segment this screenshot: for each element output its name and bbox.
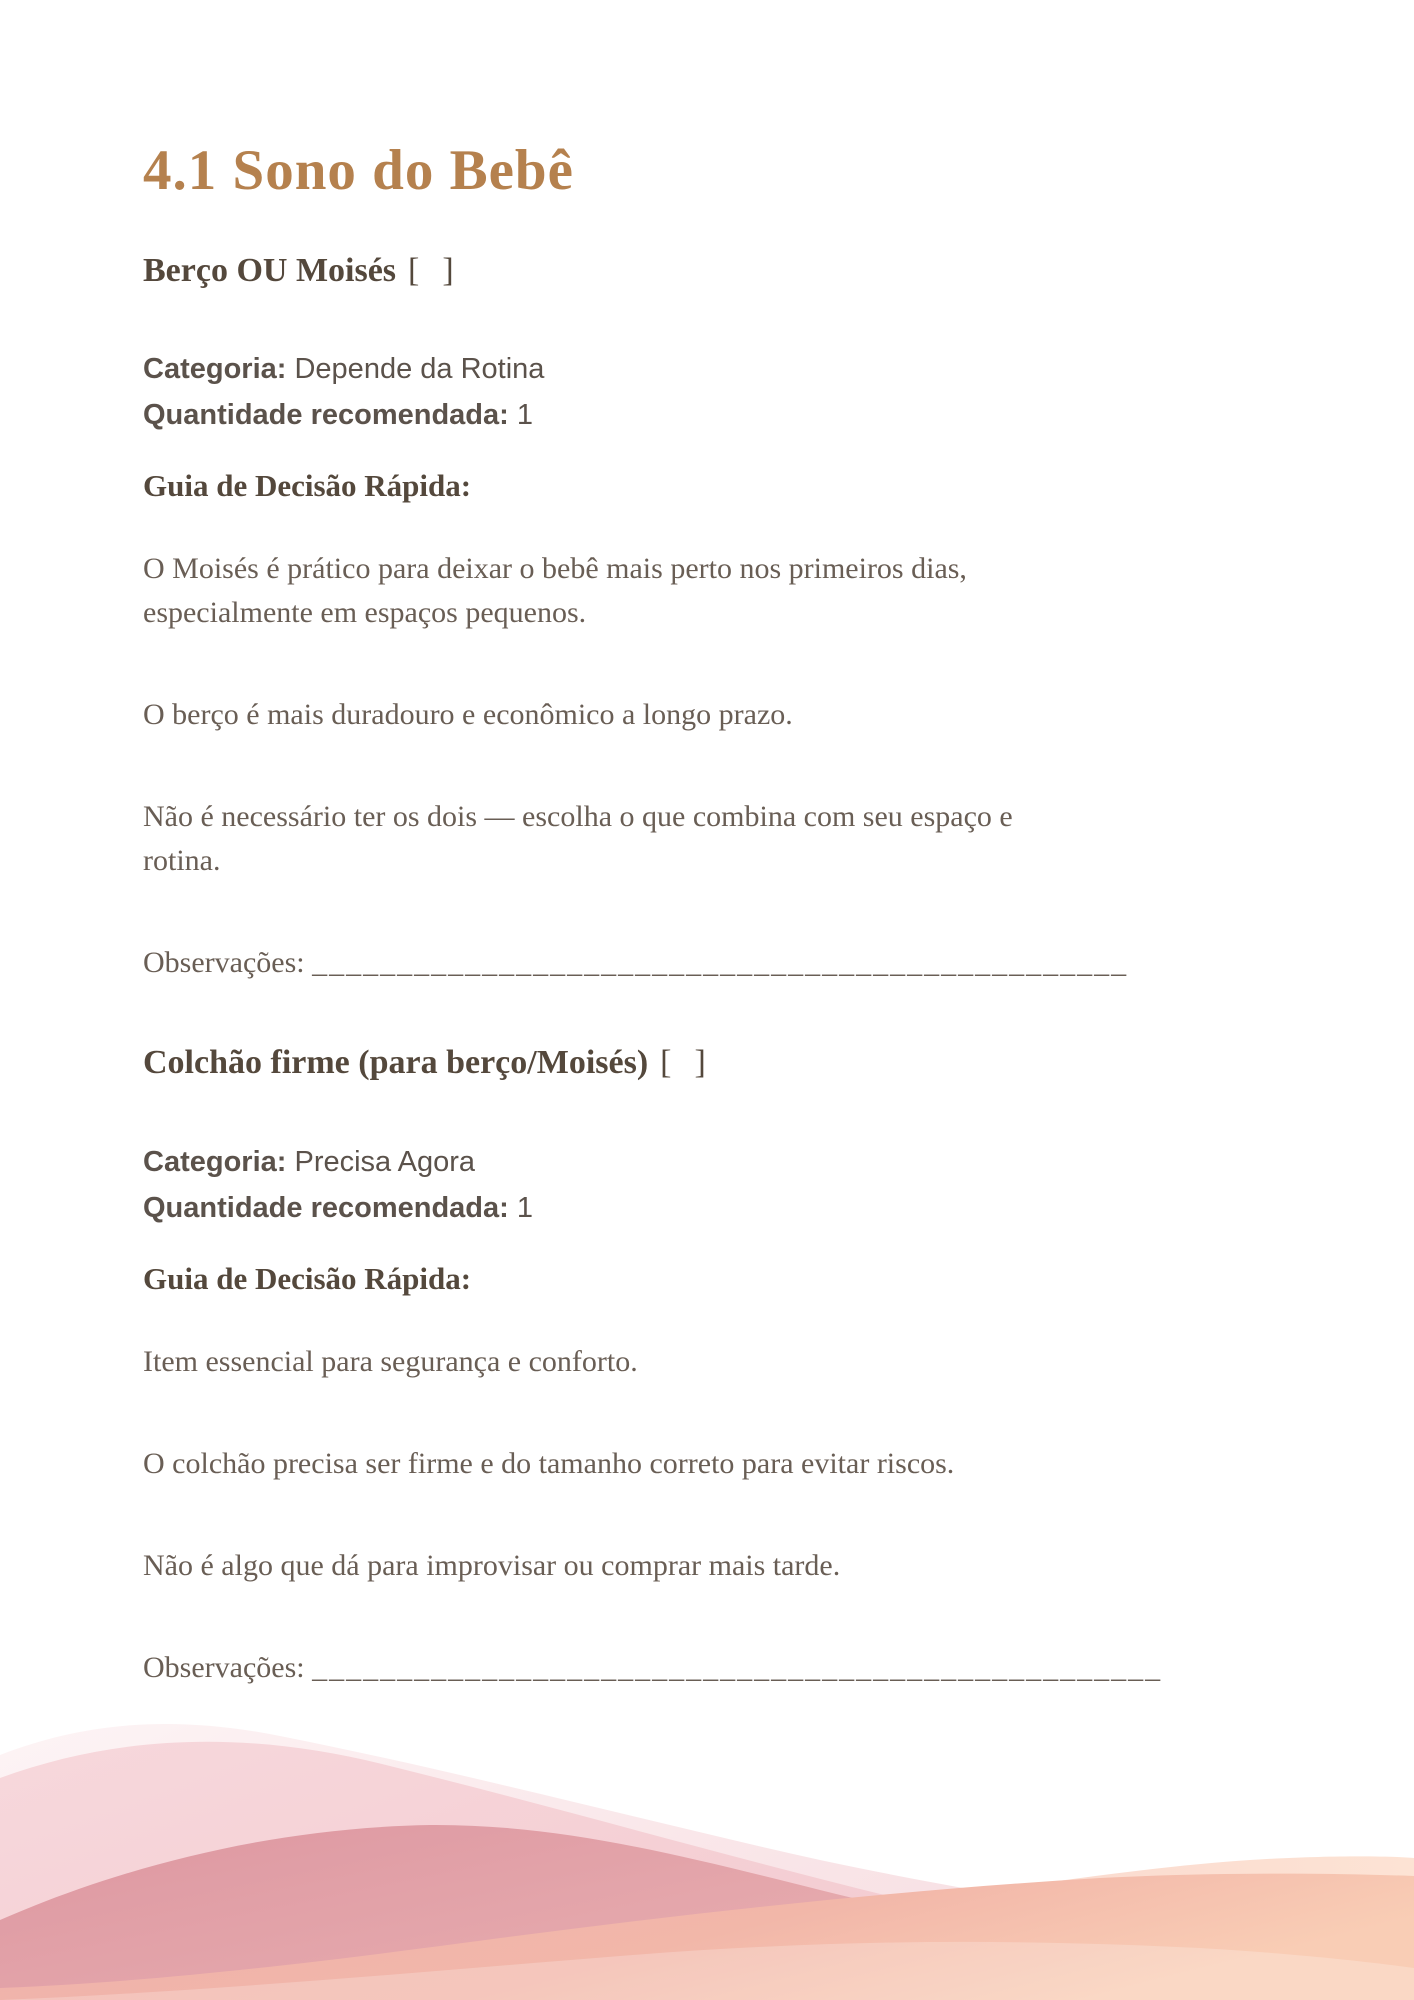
category-line [143,346,1284,392]
checklist-item-berco-ou-moises [143,251,1284,986]
guide-paragraph: Não é necessário ter os dois — escolha o que combina com seu espaço e rotina. [143,800,1013,878]
guide-paragraph: Não é algo que dá para improvisar ou comprar mais tarde. [143,1549,841,1583]
category-line [143,1139,1284,1185]
notes-row [143,941,1284,985]
quantity-line [143,392,1284,438]
page-title: 4.1 Sono do Bebê [143,139,574,202]
item-title-text: Colchão firme (para berço/Moisés) [143,1044,649,1082]
checklist-item-colchao-firme [143,1043,1284,1690]
notes-row [143,1646,1284,1690]
guide-heading: Guia de Decisão Rápida: [143,1260,472,1296]
guide-paragraph: Item essencial para segurança e conforto. [143,1345,638,1379]
quantity-value: 1 [516,398,534,431]
quantity-label: Quantidade recomendada: [143,398,509,431]
quantity-line [143,1185,1284,1231]
notes-fill-line: __________________________________________________ [312,1651,1163,1685]
notes-label: Observações: [143,1651,305,1685]
item-meta [143,346,1284,438]
item-title [143,1043,1284,1082]
guide-paragraph: O berço é mais duradouro e econômico a longo prazo. [143,698,793,732]
category-value: Precisa Agora [294,1145,476,1178]
item-meta [143,1139,1284,1231]
notes-label: Observações: [143,946,305,980]
guide-paragraph: O Moisés é prático para deixar o bebê mais perto nos primeiros dias, especialmente em espaços pequenos. [143,552,967,630]
item-title [143,251,1284,290]
guide-paragraph: O colchão precisa ser firme e do tamanho correto para evitar riscos. [143,1447,955,1481]
category-value: Depende da Rotina [294,352,545,385]
quantity-label: Quantidade recomendada: [143,1191,509,1224]
checkbox-brackets: [ ] [660,1044,708,1082]
item-title-text: Berço OU Moisés [143,251,397,289]
checkbox-brackets: [ ] [408,251,456,289]
category-label: Categoria: [143,352,287,385]
guide-heading: Guia de Decisão Rápida: [143,467,472,503]
footer-wave-graphic [0,1670,1414,2000]
category-label: Categoria: [143,1145,287,1178]
notes-fill-line: ________________________________________________ [312,946,1129,980]
quantity-value: 1 [516,1191,534,1224]
